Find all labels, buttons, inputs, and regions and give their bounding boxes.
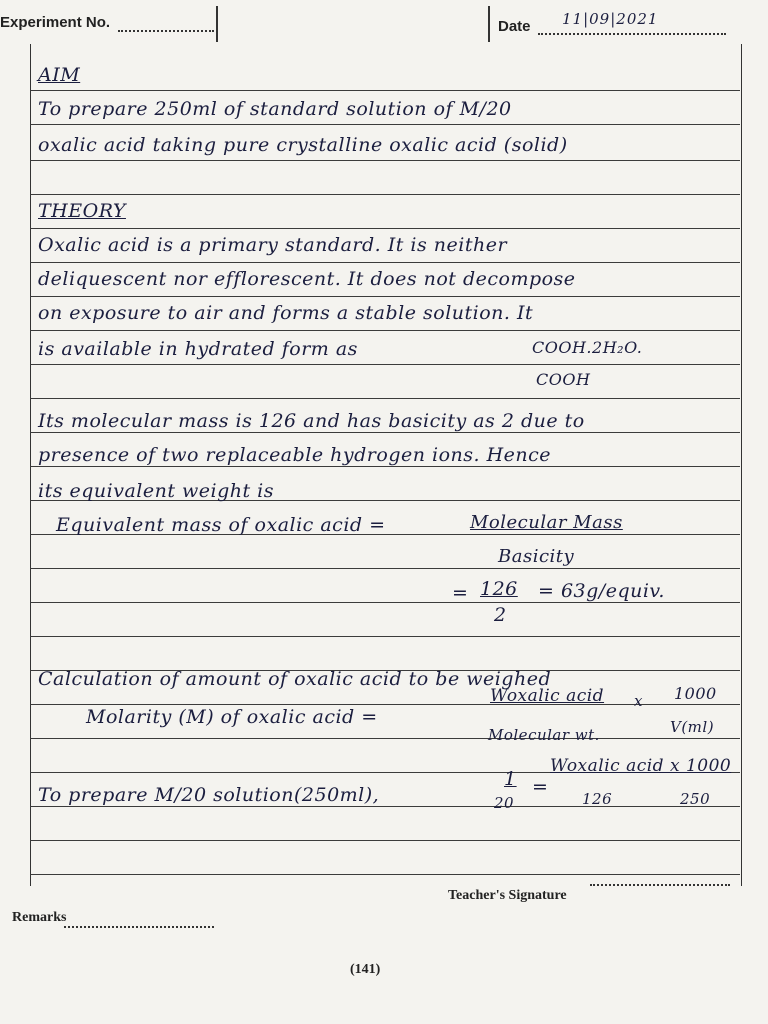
- ruled-line: [30, 466, 740, 467]
- molarity-times: x: [634, 692, 643, 710]
- ruled-line: [30, 90, 740, 91]
- ruled-line: [30, 296, 740, 297]
- equation2-numerator: 126: [480, 578, 518, 600]
- theory-line: presence of two replaceable hydrogen ions. Hence: [38, 444, 552, 466]
- calculation-heading: Calculation of amount of oxalic acid to be weighed: [38, 668, 552, 690]
- aim-line: To prepare 250ml of standard solution of M/20: [38, 98, 512, 120]
- theory-line: its equivalent weight is: [38, 480, 275, 502]
- header-divider: [216, 6, 218, 42]
- experiment-number-dotted-line: [118, 30, 214, 32]
- aim-heading: AIM: [38, 64, 81, 86]
- ruled-line: [30, 124, 740, 125]
- equation2-denominator: 2: [494, 604, 507, 626]
- theory-heading: THEORY: [38, 200, 126, 222]
- page-number: (141): [350, 962, 381, 977]
- equation-denominator: Basicity: [498, 546, 575, 567]
- ruled-line: [30, 398, 740, 399]
- teacher-signature-label: Teacher's Signature: [448, 888, 567, 903]
- ruled-line: [30, 194, 740, 195]
- remarks-dotted-line: [64, 926, 214, 928]
- molarity-left: Molarity (M) of oxalic acid =: [86, 706, 378, 728]
- ruled-line: [30, 806, 740, 807]
- header-divider: [488, 6, 490, 42]
- ruled-line: [30, 738, 740, 739]
- experiment-number-label: Experiment No.: [0, 14, 111, 31]
- equation2-prefix: =: [452, 582, 469, 604]
- formula-top: COOH.2H₂O.: [532, 338, 643, 357]
- aim-line: oxalic acid taking pure crystalline oxalic acid (solid): [38, 134, 568, 156]
- prepare-equals: =: [532, 776, 549, 798]
- ruled-line: [30, 432, 740, 433]
- prepare-denominator2b: 250: [680, 790, 711, 808]
- ruled-line: [30, 364, 740, 365]
- equation-numerator: Molecular Mass: [470, 512, 623, 533]
- ruled-line: [30, 636, 740, 637]
- ruled-line: [30, 874, 740, 875]
- date-value: 11|09|2021: [562, 10, 659, 28]
- theory-line: Its molecular mass is 126 and has basicity as 2 due to: [38, 410, 585, 432]
- ruled-line: [30, 840, 740, 841]
- theory-line: on exposure to air and forms a stable solution. It: [38, 302, 534, 324]
- teacher-signature-dotted-line: [590, 884, 730, 886]
- molarity-denominator: Molecular wt.: [488, 726, 600, 744]
- ruled-line: [30, 160, 740, 161]
- molarity-denominator2: V(ml): [670, 718, 715, 736]
- theory-line: Oxalic acid is a primary standard. It is neither: [38, 234, 508, 256]
- prepare-left: To prepare M/20 solution(250ml),: [38, 784, 380, 806]
- prepare-numerator2: Woxalic acid x 1000: [550, 756, 732, 776]
- molarity-numerator2: 1000: [674, 684, 717, 703]
- ruled-line: [30, 228, 740, 229]
- ruled-line: [30, 262, 740, 263]
- ruled-line: [30, 330, 740, 331]
- ruled-line: [30, 602, 740, 603]
- equation-left: Equivalent mass of oxalic acid =: [56, 514, 386, 536]
- date-label: Date: [498, 18, 531, 35]
- theory-line: is available in hydrated form as: [38, 338, 358, 360]
- ruled-line: [30, 568, 740, 569]
- equation2-result: = 63g/equiv.: [538, 580, 665, 602]
- molarity-numerator: Woxalic acid: [490, 686, 605, 706]
- prepare-denominator: 20: [494, 794, 515, 812]
- remarks-label: Remarks: [12, 910, 67, 925]
- prepare-numerator: 1: [504, 768, 517, 790]
- prepare-denominator2a: 126: [582, 790, 613, 808]
- date-dotted-line: [538, 33, 726, 35]
- theory-line: deliquescent nor efflorescent. It does not decompose: [38, 268, 576, 290]
- formula-bottom: COOH: [536, 370, 591, 389]
